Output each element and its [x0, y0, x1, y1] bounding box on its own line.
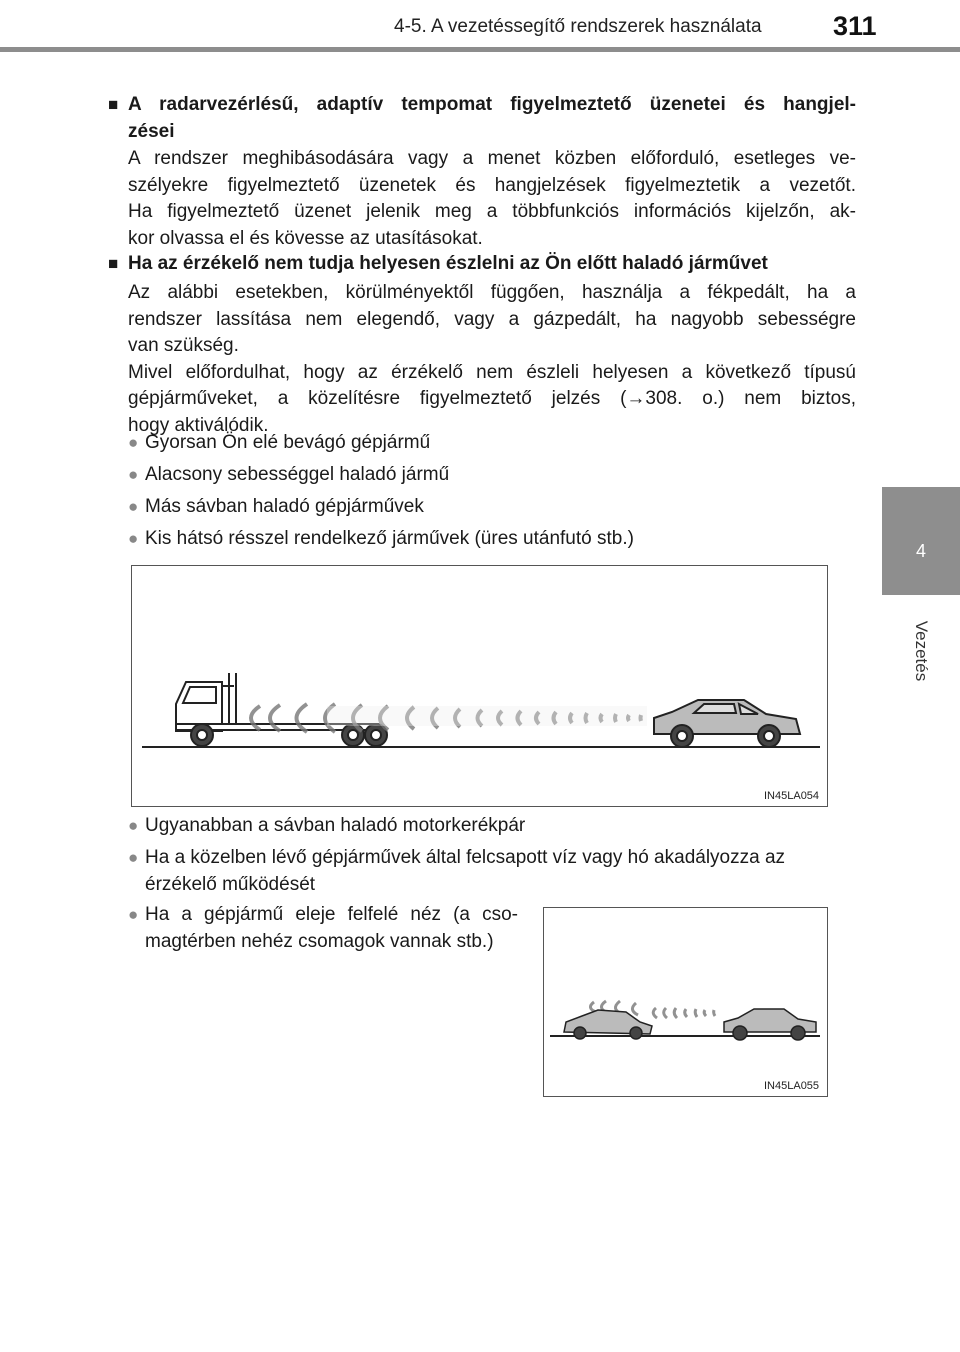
body-line: rendszer lassítása nem elegendő, vagy a gázpedált, ha nagyobb sebességre — [128, 308, 856, 330]
trailer-car-illustration — [132, 566, 827, 806]
bullet-dot-icon: ● — [128, 529, 139, 548]
list-item-text: érzékelő működését — [145, 873, 316, 895]
bullet-dot-icon: ● — [128, 905, 139, 924]
chapter-label-text: Vezetés — [912, 620, 931, 682]
body-line: Ha figyelmeztető üzenet jelenik meg a többfunkciós információs kijelzőn, ak- — [128, 201, 856, 222]
figure-trailer-and-car — [131, 565, 828, 807]
list-item-text: Más sávban haladó gépjárművek — [145, 496, 424, 517]
chapter-number: 4 — [915, 541, 926, 561]
section-heading-1 — [108, 92, 856, 145]
page-number: 311 — [833, 11, 877, 41]
body-line: A rendszer meghibásodására vagy a menet közben előforduló, esetleges ve- — [128, 148, 856, 169]
list-item-text: Ha a gépjármű eleje felfelé néz (a cso- — [145, 904, 518, 925]
body-line: Mivel előfordulhat, hogy az érzékelő nem észleli helyesen a következő típusú — [128, 361, 856, 383]
list-item-text: Alacsony sebességgel haladó jármű — [145, 464, 450, 485]
heading-line: A radarvezérlésű, adaptív tempomat figyelmeztető üzenetei és hangjel- — [128, 94, 856, 115]
car-icon — [564, 1010, 652, 1039]
bullet-dot-icon: ● — [128, 465, 139, 484]
section-body-1 — [128, 146, 856, 252]
figure-nose-up-car — [543, 907, 828, 1097]
bullet-dot-icon: ● — [128, 848, 139, 867]
list-item-text: magtérben nehéz csomagok vannak stb.) — [145, 930, 494, 952]
running-header-title: 4-5. A vezetéssegítő rendszerek használata — [394, 16, 762, 37]
list-item-text: Gyorsan Ön elé bevágó gépjármű — [145, 432, 431, 453]
list-item — [128, 462, 449, 489]
body-line: gépjárműveket, a közelítésre figyelmeztető jelzés (→308. o.) nem biztos, — [128, 388, 856, 409]
list-item — [128, 845, 785, 898]
list-item-text: Ugyanabban a sávban haladó motorkerékpár — [145, 815, 526, 836]
car-icon — [654, 700, 800, 747]
figure-code: IN45LA055 — [764, 1080, 820, 1092]
header-rule — [0, 47, 960, 52]
list-item — [128, 494, 424, 521]
nose-up-car-illustration — [544, 908, 827, 1096]
list-item — [128, 430, 430, 457]
chapter-tab — [882, 487, 960, 595]
bullet-dot-icon: ● — [128, 497, 139, 516]
list-item — [128, 526, 634, 553]
heading-line: Ha az érzékelő nem tudja helyesen észlelni az Ön előtt haladó járművet — [128, 253, 768, 274]
heading-line: zései — [128, 120, 175, 142]
body-line: szélyekre figyelmeztető üzenetek és hangjelzések figyelmeztetik a vezetőt. — [128, 174, 856, 196]
body-line: hogy aktiválódik. — [128, 414, 269, 436]
list-item-text: Kis hátsó résszel rendelkező járművek (üres utánfutó stb.) — [145, 528, 634, 549]
chapter-label — [882, 595, 960, 707]
list-item — [128, 902, 518, 955]
bullet-dot-icon: ● — [128, 816, 139, 835]
bullet-dot-icon: ● — [128, 433, 139, 452]
body-line: van szükség. — [128, 335, 239, 356]
list-item-text: Ha a közelben lévő gépjárművek által felcsapott víz vagy hó akadályozza az — [145, 847, 786, 868]
section-heading-2 — [108, 251, 856, 278]
body-line: kor olvassa el és kövesse az utasításokat. — [128, 227, 483, 249]
section-body-2 — [128, 280, 856, 439]
figure-code: IN45LA054 — [764, 790, 820, 802]
square-bullet-icon: ■ — [108, 95, 119, 114]
list-item — [128, 813, 525, 840]
square-bullet-icon: ■ — [108, 254, 119, 273]
body-line: Az alábbi esetekben, körülményektől függően, használja a fékpedált, ha a — [128, 282, 856, 303]
